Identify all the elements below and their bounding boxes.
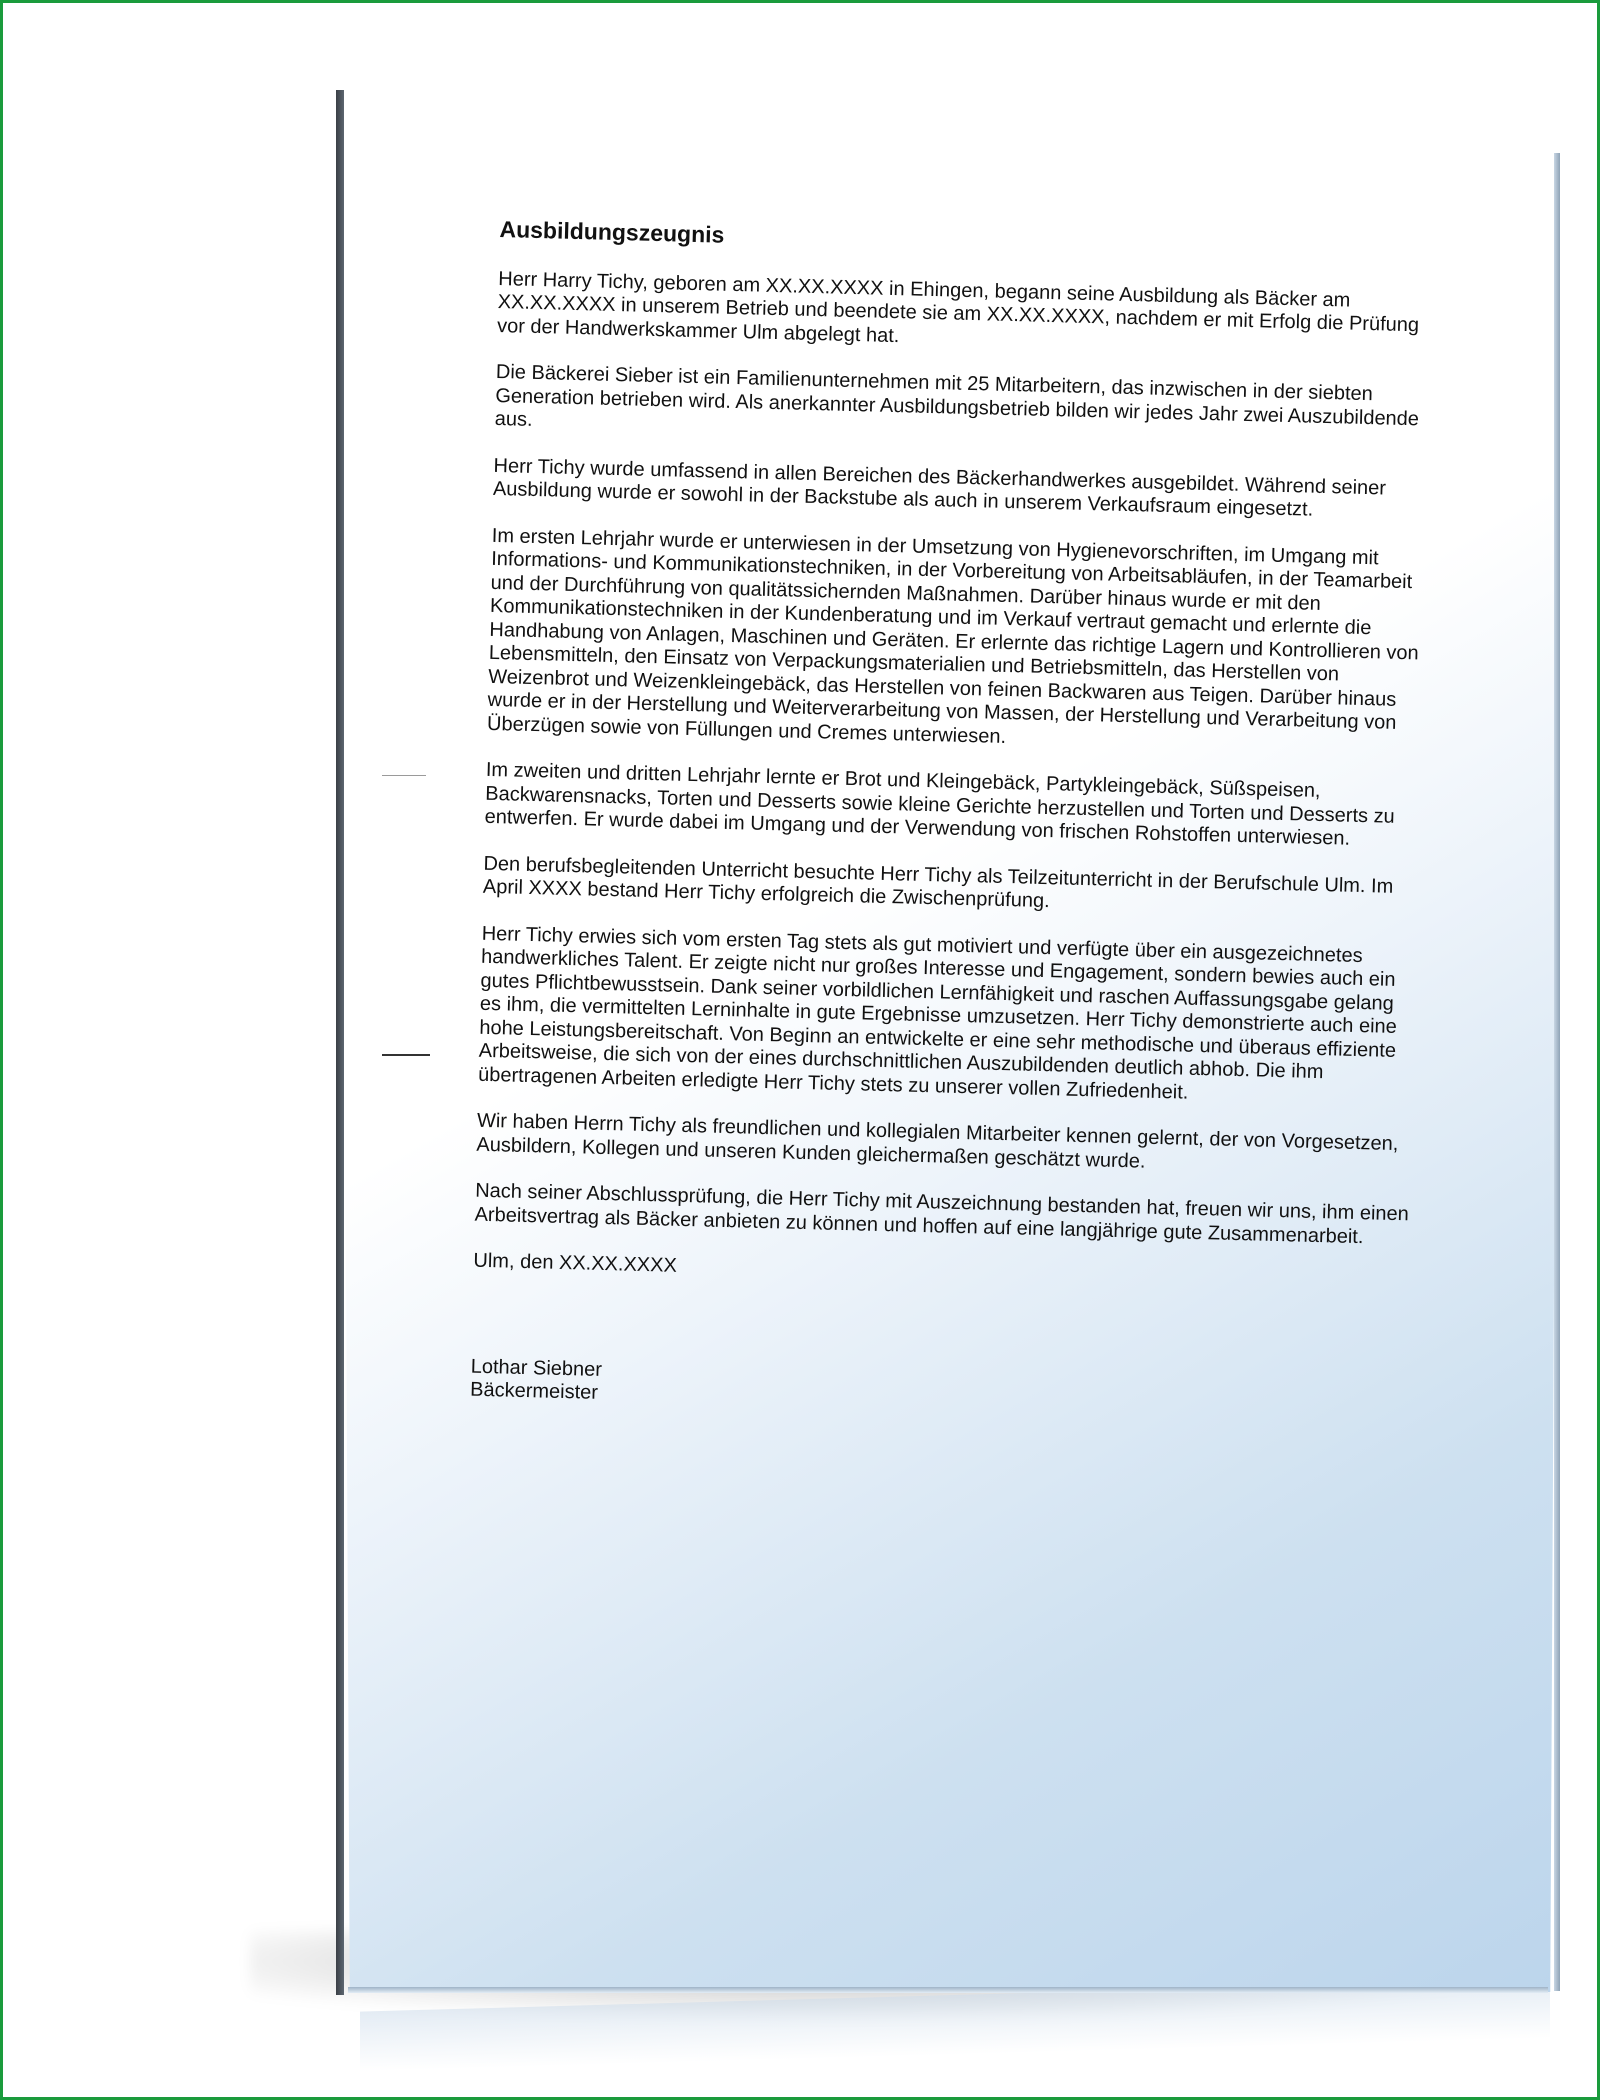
paragraph-closing: Nach seiner Abschlussprüfung, die Herr Tichy mit Auszeichnung bestanden hat, freuen wir uns, ihm einen Arbeitsvertrag als Bäcker anbieten zu können und hoffen auf eine langjährige gute Zusammenarbeit. xyxy=(474,1179,1410,1248)
paragraph-company: Die Bäckerei Sieber ist ein Familienunternehmen mit 25 Mitarbeitern, das inzwischen in der siebten Generation betrieben wird. Als anerkannter Ausbildungsbetrieb bilden wir jedes Jahr zwei Auszubildende aus. xyxy=(494,360,1420,431)
place-date: Ulm, den XX.XX.XXXX xyxy=(473,1249,678,1277)
paragraph-second-third-year: Im zweiten und dritten Lehrjahr lernte er Brot und Kleingebäck, Partykleingebäck, Süßspeisen, Backwarensnacks, Torten und Desserts sowie kleine Gerichte herzustellen und Torten und Desserts zu entwerfen. Er wurde dabei im Umgang und der Verwendung von frischen Rohstoffen unterwiesen. xyxy=(484,758,1396,850)
paragraph-performance: Herr Tichy erwies sich vom ersten Tag stets als gut motiviert und verfügte über ein ausgezeichnetes handwerkliches Talent. Er zeigte nicht nur großes Interesse und Engagement, sondern bewies auch ein gutes Pflichtbewusstsein. Dank seiner vorbildlichen Lernfähigkeit und raschen Auffassungsgabe gelang es ihm, die vermittelten Lerninhalte in gute Ergebnisse umzusetzen. Herr Tichy demonstrierte auch eine hohe Leistungsbereitschaft. Von Beginn an entwickelte er eine sehr methodische und überaus effiziente Arbeitsweise, die sich von der eines durchschnittlichen Auszubildenden deutlich abhob. Die ihm übertragenen Arbeiten erledigte Herr Tichy stets zu unserer vollen Zufriedenheit. xyxy=(477,922,1398,1104)
fold-mark-upper xyxy=(382,775,426,776)
signature-name: Lothar Siebner xyxy=(470,1355,603,1381)
page-edge-left xyxy=(336,90,344,1995)
paragraph-first-year: Im ersten Lehrjahr wurde er unterwiesen in der Umsetzung von Hygienevorschriften, im Umgang mit Informations- und Kommunikationstechniken, in der Vorbereitung von Arbeitsabläufen, in der Teamarbeit und der Durchführung von qualitätssichernden Maßnahmen. Darüber hinaus wurde er mit den Kommunikationstechniken in der Kundenberatung und im Verkauf vertraut gemacht und erlernte die Handhabung von Anlagen, Maschinen und Geräten. Er erlernte das richtige Lagern und Kontrollieren von Lebensmitteln, den Einsatz von Verpackungsmaterialien und Betriebsmitteln, das Herstellen von Weizenbrot und Weizenkleingebäck, das Herstellen von feinen Backwaren aus Teigen. Darüber hinaus wurde er in der Herstellung und Weiterverarbeitung von Massen, der Herstellung und Verarbeitung von Überzügen sowie von Füllungen und Cremes unterwiesen. xyxy=(486,524,1419,748)
page-edge-bottom xyxy=(348,1987,1548,1993)
punch-mark xyxy=(382,1054,430,1056)
paragraph-training-scope: Herr Tichy wurde umfassend in allen Bereichen des Bäckerhandwerkes ausgebildet. Während seiner Ausbildung wurde er sowohl in der Backstube als auch in unserem Verkaufsraum eingesetzt. xyxy=(492,454,1387,521)
page-edge-right xyxy=(1554,153,1560,1991)
paragraph-intro: Herr Harry Tichy, geboren am XX.XX.XXXX in Ehingen, begann seine Ausbildung als Bäcker am XX.XX.XXXX in unserem Betrieb und beendete sie am XX.XX.XXXX, nachdem er mit Erfolg die Prüfung vor der Handwerkskammer Ulm abgelegt hat. xyxy=(496,267,1420,347)
signature-role: Bäckermeister xyxy=(469,1378,599,1404)
paragraph-conduct: Wir haben Herrn Tichy als freundlichen und kollegialen Mitarbeiter kennen gelernt, der von Vorgesetzen, Ausbildern, Kollegen und unseren Kunden gleichermaßen geschätzt wurde. xyxy=(476,1109,1399,1173)
paragraph-vocational-school: Den berufsbegleitenden Unterricht besuchte Herr Tichy als Teilzeitunterricht in der Berufschule Ulm. Im April XXXX bestand Herr Tichy erfolgreich die Zwischenprüfung. xyxy=(482,852,1394,913)
document-title: Ausbildungszeugnis xyxy=(499,215,725,248)
document-content xyxy=(470,212,1440,1426)
